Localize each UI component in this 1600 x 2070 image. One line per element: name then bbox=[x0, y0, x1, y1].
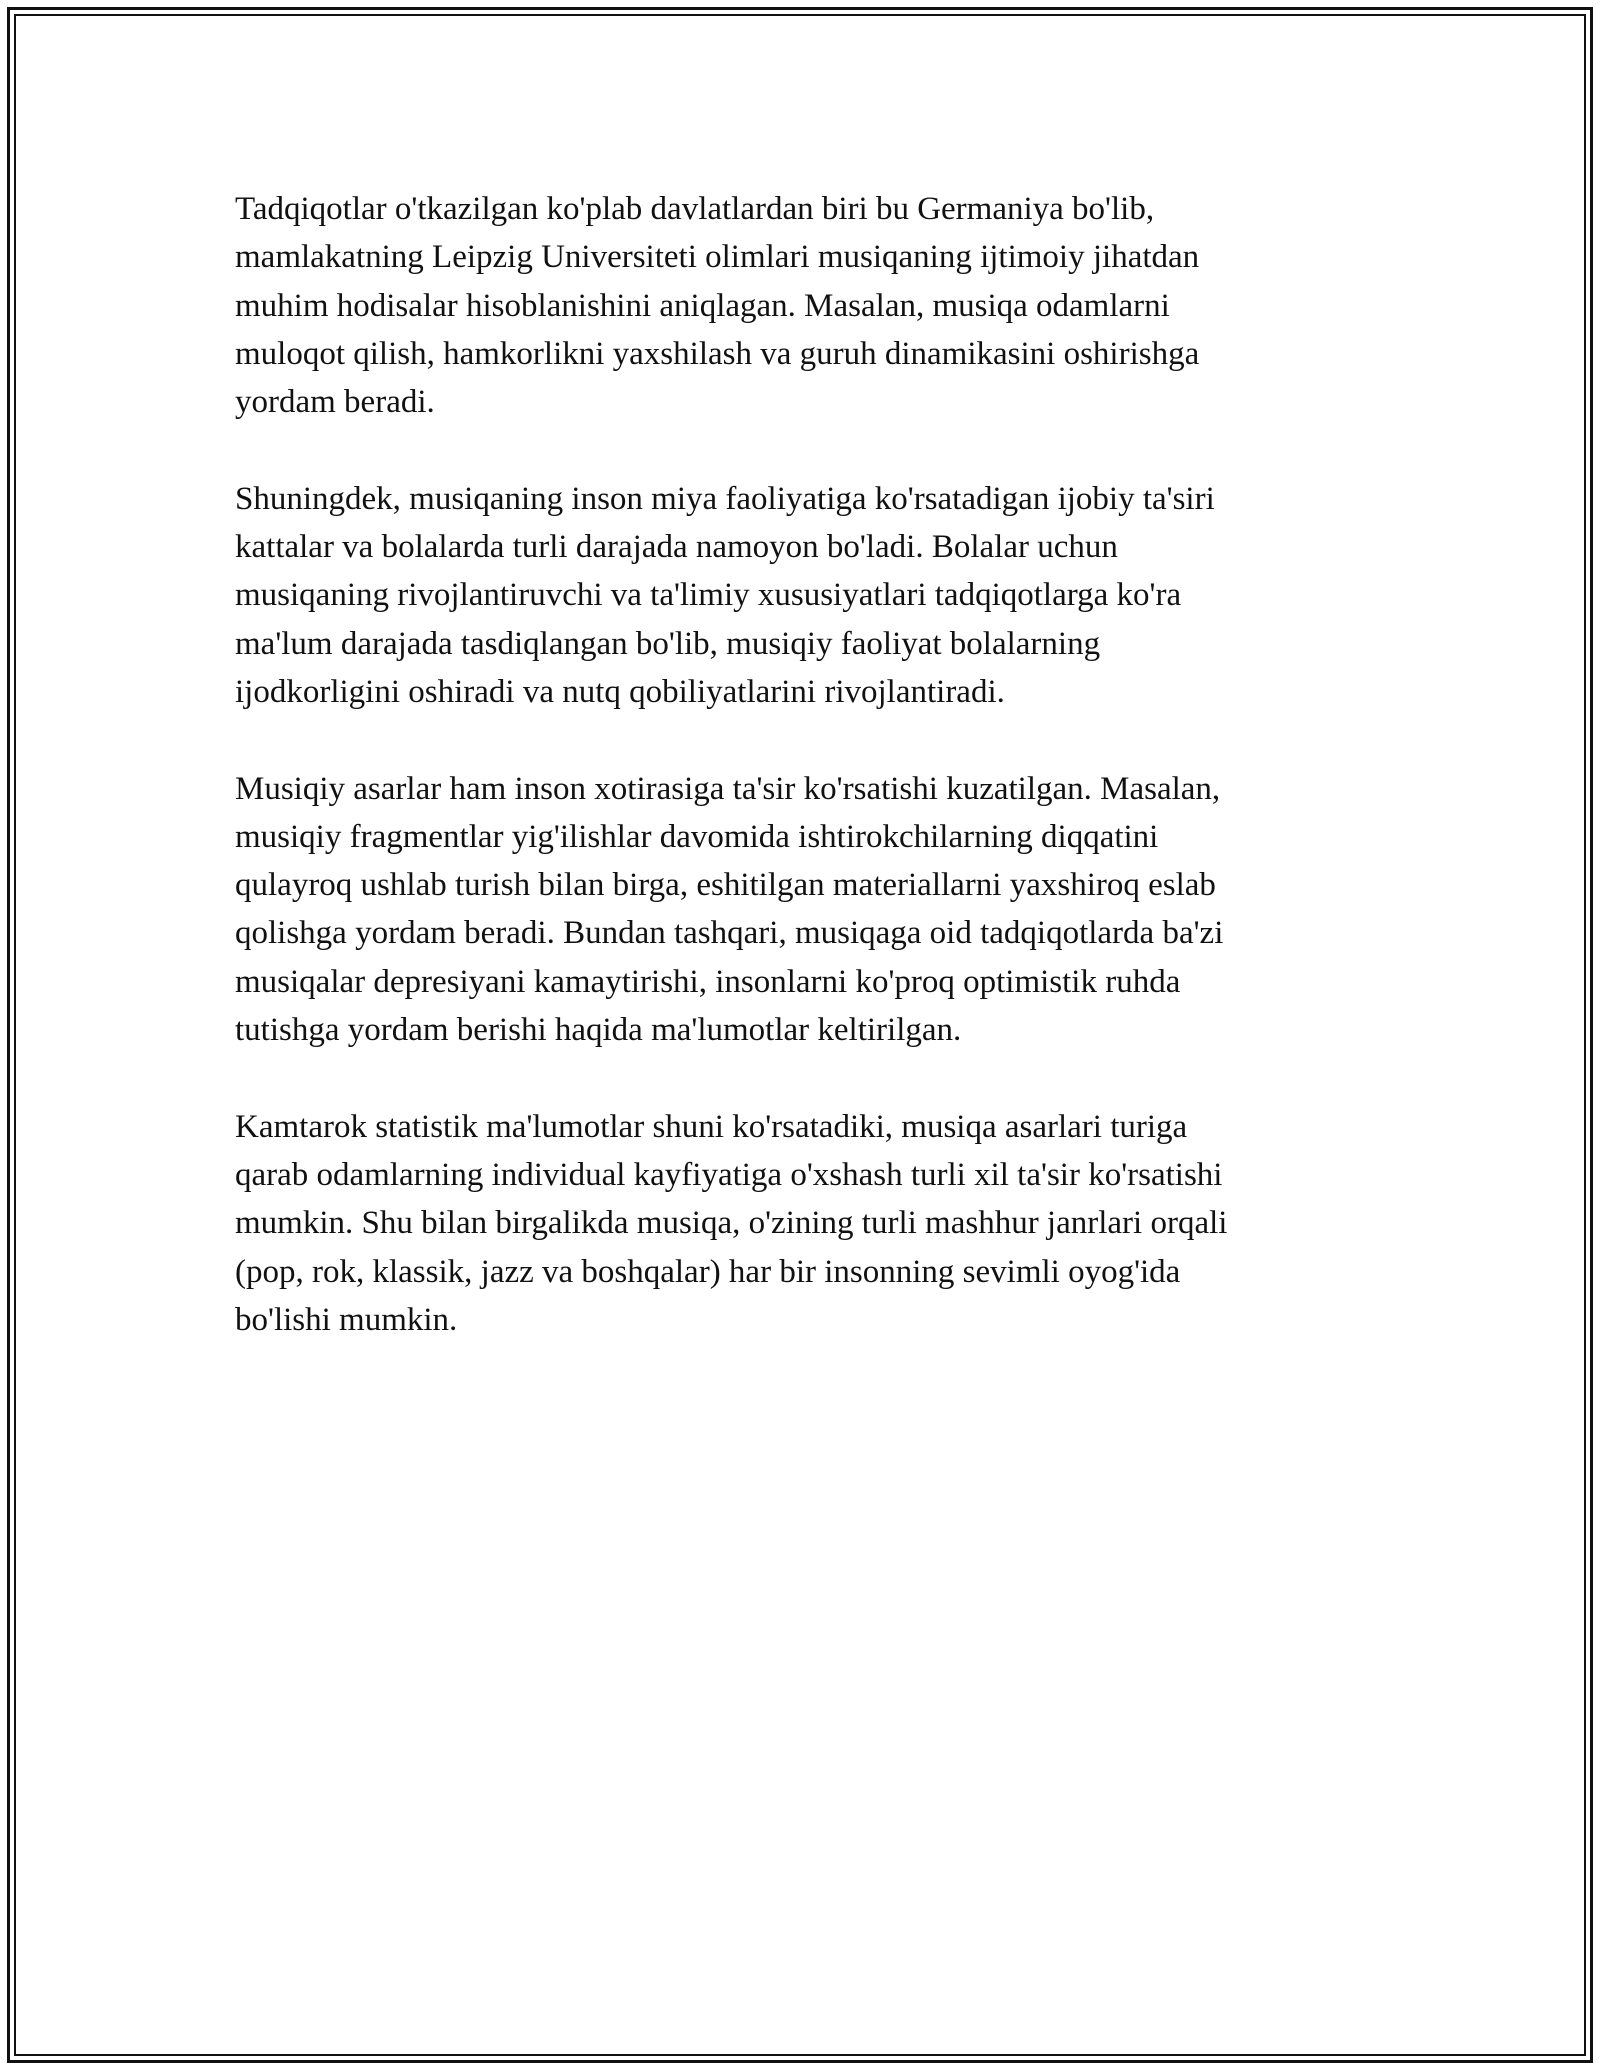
text-line: qarab odamlarning individual kayfiyatiga o'xshash turli xil ta'sir ko'rsatishi bbox=[235, 1156, 1223, 1193]
text-line: Kamtarok statistik ma'lumotlar shuni ko'rsatadiki, musiqa asarlari turiga bbox=[235, 1108, 1188, 1145]
text-line: Tadqiqotlar o'tkazilgan ko'plab davlatlardan biri bu Germaniya bo'lib, bbox=[235, 191, 1155, 227]
text-line: Shuningdek, musiqaning inson miya faoliyatiga ko'rsatadigan ijobiy ta'siri bbox=[235, 480, 1215, 517]
document-body bbox=[235, 185, 1365, 1392]
text-line: musiqalar depresiyani kamaytirishi, insonlarni ko'proq optimistik ruhda bbox=[235, 963, 1181, 1000]
text-line: musiqaning rivojlantiruvchi va ta'limiy xususiyatlari tadqiqotlarga ko'ra bbox=[235, 577, 1182, 614]
text-line: kattalar va bolalarda turli darajada namoyon bo'ladi. Bolalar uchun bbox=[235, 529, 1118, 566]
text-line: tutishga yordam berishi haqida ma'lumotlar keltirilgan. bbox=[235, 1012, 962, 1049]
text-line: ma'lum darajada tasdiqlangan bo'lib, musiqiy faoliyat bolalarning bbox=[235, 625, 1101, 662]
text-line: bo'lishi mumkin. bbox=[235, 1301, 458, 1338]
text-line: mamlakatning Leipzig Universiteti olimlari musiqaning ijtimoiy jihatdan bbox=[235, 239, 1200, 276]
text-line: muhim hodisalar hisoblanishini aniqlagan. Masalan, musiqa odamlarni bbox=[235, 287, 1170, 324]
text-line: ijodkorligini oshiradi va nutq qobiliyatlarini rivojlantiradi. bbox=[235, 673, 1005, 710]
paragraph-3 bbox=[235, 765, 1365, 1055]
text-line: (pop, rok, klassik, jazz va boshqalar) har bir insonning sevimli oyog'ida bbox=[235, 1253, 1181, 1290]
text-line: mumkin. Shu bilan birgalikda musiqa, o'zining turli mashhur janrlari orqali bbox=[235, 1205, 1228, 1242]
paragraph-1 bbox=[235, 185, 1365, 426]
paragraph-2 bbox=[235, 475, 1365, 716]
text-line: musiqiy fragmentlar yig'ilishlar davomida ishtirokchilarning diqqatini bbox=[235, 818, 1159, 855]
text-line: qolishga yordam beradi. Bundan tashqari, musiqaga oid tadqiqotlarda ba'zi bbox=[235, 915, 1224, 952]
text-line: Musiqiy asarlar ham inson xotirasiga ta'sir ko'rsatishi kuzatilgan. Masalan, bbox=[235, 770, 1221, 807]
text-line: yordam beradi. bbox=[235, 384, 435, 421]
text-line: qulayroq ushlab turish bilan birga, eshitilgan materiallarni yaxshiroq eslab bbox=[235, 867, 1216, 904]
text-line: muloqot qilish, hamkorlikni yaxshilash va guruh dinamikasini oshirishga bbox=[235, 335, 1200, 372]
paragraph-4 bbox=[235, 1103, 1365, 1344]
